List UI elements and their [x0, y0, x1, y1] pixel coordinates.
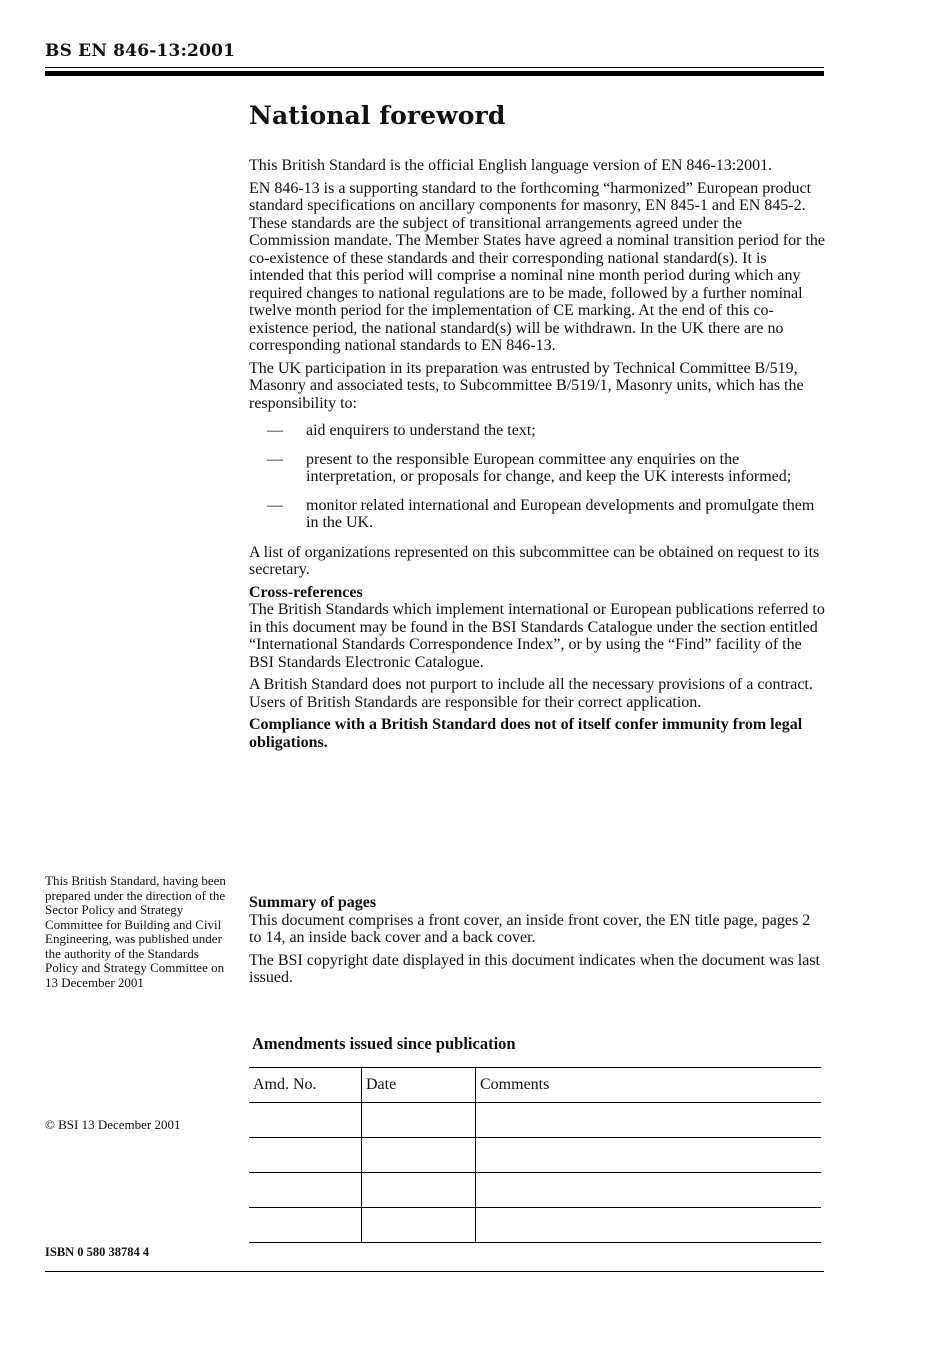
summary-section: [249, 894, 825, 992]
column-header-comments: Comments: [476, 1068, 822, 1103]
table-cell: [476, 1173, 822, 1208]
cross-references-paragraph: The British Standards which implement international or European publications referred to in this document may be found in the BSI Standards Catalogue under the section entitled “International Standards Correspondence Index”, or by using the “Find” facility of the BSI Standards Electronic Catalogue.: [249, 601, 825, 671]
document-code: BS EN 846-13:2001: [45, 41, 236, 61]
footer-rule: [45, 1271, 824, 1272]
column-header-date: Date: [362, 1068, 476, 1103]
table-cell: [476, 1138, 822, 1173]
list-item: [249, 497, 825, 532]
table-cell: [362, 1173, 476, 1208]
responsibility-list: [249, 422, 825, 532]
table-row: [249, 1103, 821, 1138]
contract-paragraph: A British Standard does not purport to include all the necessary provisions of a contract. Users of British Standards are responsible for their correct application.: [249, 676, 813, 711]
participation-paragraph: The UK participation in its preparation was entrusted by Technical Committee B/519, Masonry and associated tests, to Subcommittee B/519/1, Masonry units, which has the responsibility to:: [249, 359, 804, 412]
foreword-body: [249, 157, 825, 756]
table-cell: [249, 1173, 362, 1208]
table-cell: [249, 1208, 362, 1243]
table-row: [249, 1208, 821, 1243]
amendments-table: [249, 1067, 821, 1243]
transition-paragraph: EN 846-13 is a supporting standard to the forthcoming “harmonized” European product standard specifications on ancillary components for masonry, EN 845-1 and EN 845-2. These standards are the subject of transitional arrangements agreed under the Commission mandate. The Member States have agreed a nominal transition period for the co-existence of these standards and their corresponding national standard(s). It is intended that this period will comprise a nominal nine month period during which any required changes to national regulations are to be made, followed by a further nominal twelve month period for the implementation of CE marking. At the end of this co-existence period, the national standard(s) will be withdrawn. In the UK there are no corresponding national standards to EN 846-13.: [249, 179, 825, 354]
copyright-date-paragraph: The BSI copyright date displayed in this document indicates when the document was last issued.: [249, 951, 820, 986]
table-cell: [362, 1208, 476, 1243]
compliance-statement: Compliance with a British Standard does not of itself confer immunity from legal obligations.: [249, 716, 803, 751]
table-cell: [362, 1103, 476, 1138]
header-rule-thin: [45, 67, 824, 68]
table-cell: [362, 1138, 476, 1173]
copyright-notice: © BSI 13 December 2001: [45, 1117, 181, 1132]
list-item: [249, 451, 825, 486]
table-row: [249, 1138, 821, 1173]
table-cell: [249, 1138, 362, 1173]
publication-note: This British Standard, having been prepared under the direction of the Sector Policy and Strategy Committee for Building and Civil Engineering, was published under the authority of the Standards Policy and Strategy Committee on 13 December 2001: [45, 873, 226, 990]
list-item: [249, 422, 825, 440]
dash-mark: —: [267, 422, 283, 439]
dash-mark: —: [267, 450, 283, 468]
table-cell: [476, 1103, 822, 1138]
table-row: [249, 1173, 821, 1208]
list-item-text: monitor related international and European developments and promulgate them in the UK.: [306, 496, 815, 531]
table-header-row: [249, 1068, 821, 1103]
list-item-text: aid enquirers to understand the text;: [306, 422, 536, 439]
summary-heading: Summary of pages: [249, 894, 377, 911]
table-cell: [249, 1103, 362, 1138]
organizations-paragraph: A list of organizations represented on this subcommittee can be obtained on request to its secretary.: [249, 543, 820, 578]
header-rule-thick: [45, 71, 824, 76]
column-header-amd-no: Amd. No.: [249, 1068, 362, 1103]
amendments-title: Amendments issued since publication: [252, 1034, 516, 1053]
page-title: National foreword: [249, 101, 506, 130]
dash-mark: —: [267, 496, 283, 514]
intro-paragraph: This British Standard is the official English language version of EN 846-13:2001.: [249, 157, 773, 174]
table-cell: [476, 1208, 822, 1243]
isbn: ISBN 0 580 38784 4: [45, 1245, 150, 1259]
summary-paragraph: This document comprises a front cover, an inside front cover, the EN title page, pages 2 to 14, an inside back cover and a back cover.: [249, 911, 811, 946]
list-item-text: present to the responsible European committee any enquiries on the interpretation, or proposals for change, and keep the UK interests informed;: [306, 450, 792, 485]
cross-references-heading: Cross-references: [249, 583, 363, 601]
